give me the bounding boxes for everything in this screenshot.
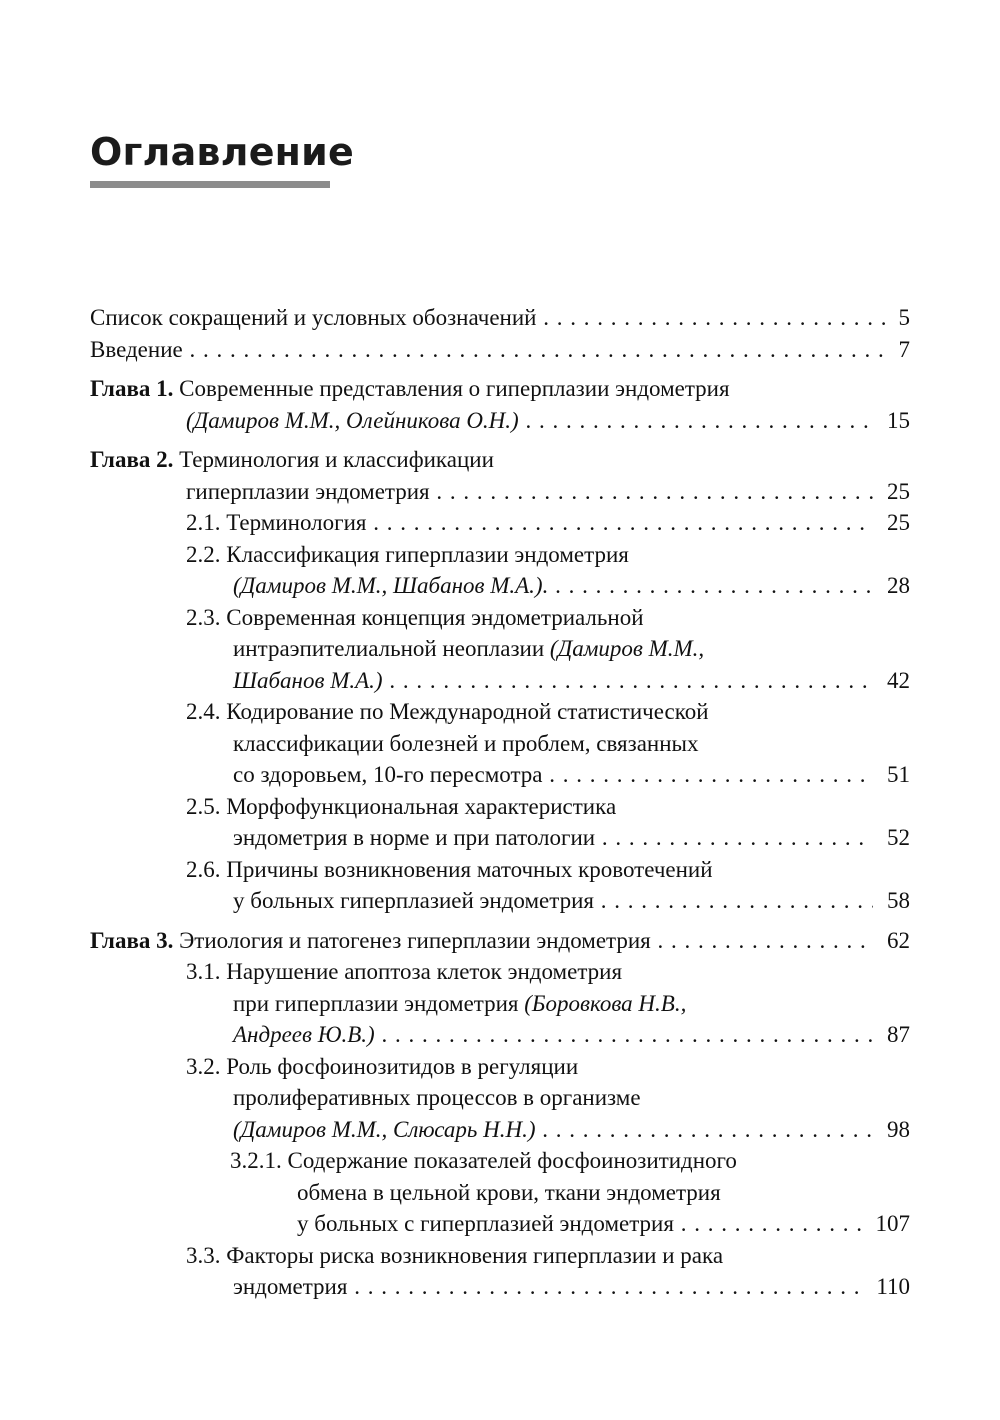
chapter-label: Глава 1. [90,376,174,401]
toc-section-2-6[interactable] [90,854,910,886]
section-authors: (Дамиров М.М., Слюсарь Н.Н.) [233,1116,536,1142]
section-title: Терминология [226,510,367,535]
toc-section-2-5[interactable] [90,791,910,823]
toc-page-number: 7 [885,334,911,366]
section-title-cont: интраэпителиальной неоплазии [233,636,545,661]
toc-subsection-3-2-1-cont[interactable] [90,1208,910,1240]
section-title: Роль фосфоинозитидов в регуляции [226,1053,579,1079]
section-number: 2.2. [186,541,221,567]
toc-section-2-3-cont[interactable] [90,633,910,665]
section-title-cont: у больных с гиперплазией эндометрия . . . [297,1211,910,1236]
section-title-cont: классификации болезней и проблем, связанных [233,730,699,756]
section-title-cont: эндометрия в норме и при патологии . . . [233,825,910,850]
section-number: 3.2.1. [230,1148,282,1173]
chapter-label: Глава 3. [90,927,174,953]
section-title-cont: эндометрия . . . [233,1274,910,1299]
section-title: Классификация гиперплазии эндометрия [226,541,629,567]
toc-page-number: 15 [873,405,910,437]
section-number: 3.2. [186,1053,221,1079]
section-number: 2.1. [186,510,221,535]
page-title: Оглавление [90,130,354,174]
toc-page-number: 87 [873,1019,910,1051]
section-title: Кодирование по Международной статистической [226,699,709,724]
toc-section-3-1[interactable] [90,956,910,988]
section-title: Содержание показателей фосфоинозитидного [287,1148,737,1173]
toc-section-2-3[interactable] [90,602,910,634]
toc-page-number: 5 [885,302,911,334]
toc-page-number: 98 [873,1114,910,1146]
section-title-cont: при гиперплазии эндометрия [233,990,519,1016]
title-underline [90,181,330,188]
toc-page-number: 107 [862,1208,911,1240]
toc-section-3-1-cont[interactable] [90,988,910,1020]
section-authors: (Боровкова Н.В., [524,990,687,1016]
toc-chapter-2[interactable] [90,444,910,476]
toc-page-number: 58 [873,885,910,917]
toc-section-2-6-cont[interactable] [90,885,910,917]
toc-chapter-1[interactable] [90,373,910,405]
section-authors: Шабанов М.А.) [233,667,383,693]
chapter-title-cont: гиперплазии эндометрия . . . [186,479,910,504]
chapter-label: Глава 2. [90,447,174,472]
toc-chapter-3[interactable] [90,925,910,957]
section-number: 2.4. [186,699,221,724]
section-number: 2.3. [186,604,221,630]
section-authors: (Дамиров М.М., Шабанов М.А.). [233,573,549,598]
toc-chapter-2-cont[interactable] [90,476,910,508]
toc-section-2-2[interactable] [90,539,910,571]
chapter-title: Современные представления о гиперплазии эндометрия [179,376,730,401]
toc-section-2-4-cont[interactable] [90,728,910,760]
chapter-title: Терминология и классификации [179,447,494,472]
toc-entry-title: Список сокращений и условных обозначений . . . [90,305,910,330]
toc-section-2-5-cont[interactable] [90,822,910,854]
toc-page-number: 62 [873,925,910,957]
section-title: Факторы риска возникновения гиперплазии и рака [226,1242,724,1268]
toc-section-2-2-cont[interactable] [90,570,910,602]
toc-chapter-1-cont[interactable] [90,405,910,437]
toc-section-3-2-cont[interactable] [90,1082,910,1114]
table-of-contents [90,302,910,1303]
toc-page-number: 42 [873,665,910,697]
toc-entry-abbreviations[interactable] [90,302,910,334]
toc-subsection-3-2-1-cont[interactable] [90,1177,910,1209]
section-number: 3.3. [186,1242,221,1268]
section-title-cont: у больных гиперплазией эндометрия . . . [233,888,910,913]
toc-section-3-2-cont[interactable] [90,1114,910,1146]
section-authors: Андреев Ю.В.) [233,1022,375,1047]
toc-page-number: 28 [873,570,910,602]
section-title-cont: со здоровьем, 10-го пересмотра . . . [233,762,910,787]
section-authors: (Дамиров М.М., [549,636,705,661]
section-title: Нарушение апоптоза клеток эндометрия [226,959,623,984]
section-title: Современная концепция эндометриальной [226,604,644,630]
section-number: 2.5. [186,793,221,819]
toc-entry-introduction[interactable] [90,334,910,366]
section-title-cont: обмена в цельной крови, ткани эндометрия [297,1179,721,1205]
toc-page-number: 51 [873,759,910,791]
toc-section-2-3-cont[interactable] [90,665,910,697]
section-number: 2.6. [186,856,221,882]
toc-section-2-4-cont[interactable] [90,759,910,791]
toc-section-3-3[interactable] [90,1240,910,1272]
toc-section-3-2[interactable] [90,1051,910,1083]
toc-section-2-1[interactable] [90,507,910,539]
toc-section-3-3-cont[interactable] [90,1271,910,1303]
section-number: 3.1. [186,959,221,984]
toc-subsection-3-2-1[interactable] [90,1145,910,1177]
toc-page-number: 25 [873,507,910,539]
toc-section-2-4[interactable] [90,696,910,728]
section-title: Причины возникновения маточных кровотечений [226,856,713,882]
section-title-cont: пролиферативных процессов в организме [233,1085,641,1110]
toc-page-number: 52 [873,822,910,854]
section-title: Морфофункциональная характеристика [226,793,617,819]
toc-page-number: 25 [873,476,910,508]
toc-page-number: 110 [862,1271,910,1303]
chapter-authors: (Дамиров М.М., Олейникова О.Н.) [186,407,519,433]
chapter-title: Этиология и патогенез гиперплазии эндометрия [179,927,651,953]
toc-entry-title: Введение . . . [90,337,910,362]
toc-section-3-1-cont[interactable] [90,1019,910,1051]
